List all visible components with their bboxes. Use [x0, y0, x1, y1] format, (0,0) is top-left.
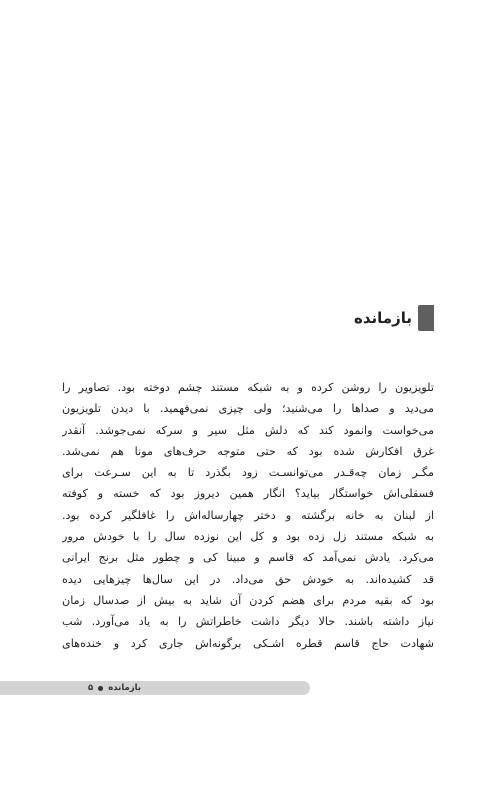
body-line: می‌خواست وانمود کند که دلش مثل سیر و سرکه نمی‌جوشد. آنقدر [62, 423, 434, 437]
section-title: بازمانده [354, 309, 412, 327]
body-line: به شبکه مستند زل زده بود و کل این نوزده سال را با خودش مرور [62, 530, 434, 544]
body-line: مگـر زمان چه‌قـدر می‌توانسـت زود بگذرد تا به این سـرعت برای [62, 466, 434, 480]
separator-dot-icon [98, 686, 103, 691]
body-line: می‌دید و صداها را می‌شنید؛ ولی چیزی نمی‌فهمید. با دیدن تلویزیون [62, 402, 434, 416]
body-line: نیاز داشته باشند. حالا دیگر داشت خاطراتش را به یاد می‌آورد. شب [62, 615, 434, 629]
body-line: می‌کرد. یادش نمی‌آمد که قاسم و مبینا کی و چطور مثل برنج ایرانی [62, 551, 434, 565]
body-line: فسقلی‌اش خواستگار بیاید؟ انگار همین دیروز بود که خسته و کوفته [62, 487, 434, 501]
section-heading [354, 305, 434, 331]
body-line: تلویزیون را روشن کرده و به شبکه مستند چشم دوخته بود. تصاویر را [62, 381, 434, 394]
body-line: غرق افکارش شده بود که حتی متوجه حرف‌های مونا هم نمی‌شد. [62, 444, 434, 458]
page-footer [88, 681, 141, 695]
body-line: شهادت حاج قاسم قطره اشـکی برگونه‌اش جاری کرد و خنده‌های [62, 636, 434, 650]
body-paragraph [62, 377, 434, 654]
body-line: قد کشیده‌اند. به خودش حق می‌داد. در این سال‌ها چیزهایی دیده [62, 572, 434, 586]
page-number: ۵ [88, 683, 94, 693]
body-line: از لبنان به خانه برگشته و دختر چهارساله‌اش را غافلگیر کرده بود. [62, 508, 434, 522]
heading-marker [418, 305, 434, 331]
footer-band [0, 681, 310, 695]
body-line: بود که بقیه مردم برای هضم کردن آن شاید به بیش از صدسال زمان [62, 593, 434, 607]
running-title: بازمانده [108, 683, 142, 693]
